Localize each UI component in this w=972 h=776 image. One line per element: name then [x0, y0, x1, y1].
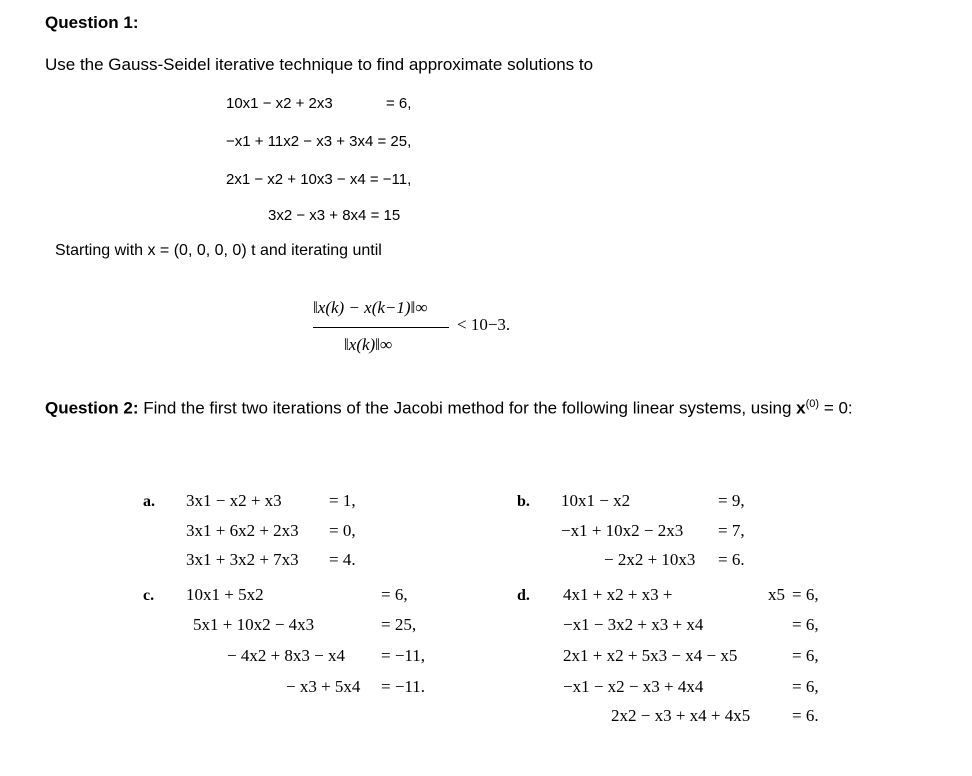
- system-a-row-1-lhs: 3x1 − x2 + x3: [186, 491, 282, 510]
- question-2-text: Find the first two iterations of the Jacobi method for the following linear systems, using: [138, 398, 797, 418]
- question-2-label: Question 2:: [45, 398, 139, 418]
- system-b-row-2-rhs: = 7,: [718, 521, 745, 540]
- q1-equation-2: −x1 + 11x2 − x3 + 3x4 = 25,: [226, 133, 412, 150]
- system-d-row-2-rhs: = 6,: [792, 615, 819, 634]
- system-d-row-1-rhs: = 6,: [792, 585, 819, 604]
- system-d-row-1-x5: x5: [768, 585, 785, 604]
- system-d-label: d.: [517, 587, 530, 604]
- system-c-row-2-lhs: 5x1 + 10x2 − 4x3: [193, 615, 315, 634]
- system-a-row-3-lhs: 3x1 + 3x2 + 7x3: [186, 550, 299, 569]
- system-d-row-5-lhs: 2x2 − x3 + x4 + 4x5: [611, 706, 751, 725]
- system-b-row-2-lhs: −x1 + 10x2 − 2x3: [561, 521, 684, 540]
- system-a-row-3-rhs: = 4.: [329, 550, 356, 569]
- system-c-row-4-lhs: − x3 + 5x4: [286, 677, 361, 696]
- system-c-row-3-rhs: = −11,: [381, 646, 426, 665]
- q1-equation-4: 3x2 − x3 + 8x4 = 15: [268, 207, 401, 224]
- criterion-rhs: < 10−3.: [457, 315, 511, 334]
- system-c-row-4-rhs: = −11.: [381, 677, 426, 696]
- system-c-row-1-rhs: = 6,: [381, 585, 408, 604]
- system-a-row-2-lhs: 3x1 + 6x2 + 2x3: [186, 521, 299, 540]
- system-b-row-1-lhs: 10x1 − x2: [561, 491, 631, 510]
- question-2-end: = 0:: [819, 398, 853, 418]
- q1-equation-1-lhs: 10x1 − x2 + 2x3: [226, 95, 333, 112]
- system-d-row-2-lhs: −x1 − 3x2 + x3 + x4: [563, 615, 704, 634]
- starting-condition: Starting with x = (0, 0, 0, 0) t and iterating until: [55, 242, 382, 259]
- system-a-row-1-rhs: = 1,: [329, 491, 356, 510]
- system-a-row-2-rhs: = 0,: [329, 521, 356, 540]
- criterion-denominator: ‖x(k)‖∞: [344, 335, 393, 354]
- system-c-label: c.: [143, 587, 155, 604]
- q1-equation-1-rhs: = 6,: [386, 95, 412, 112]
- fraction-bar: [313, 327, 449, 328]
- system-d-row-5-rhs: = 6.: [792, 706, 819, 725]
- system-d-row-3-lhs: 2x1 + x2 + 5x3 − x4 − x5: [563, 646, 738, 665]
- system-d-row-4-lhs: −x1 − x2 − x3 + 4x4: [563, 677, 704, 696]
- system-c-row-2-rhs: = 25,: [381, 615, 417, 634]
- question-2-superscript: (0): [805, 398, 820, 410]
- system-d-row-3-rhs: = 6,: [792, 646, 819, 665]
- q1-equation-3: 2x1 − x2 + 10x3 − x4 = −11,: [226, 171, 412, 188]
- system-b-row-3-rhs: = 6.: [718, 550, 745, 569]
- question-2-title: [45, 398, 853, 419]
- system-a-label: a.: [143, 493, 155, 510]
- system-c-row-1-lhs: 10x1 + 5x2: [186, 585, 264, 604]
- system-b-label: b.: [517, 493, 530, 510]
- system-d-row-4-rhs: = 6,: [792, 677, 819, 696]
- question-1-title: Question 1:: [45, 13, 139, 32]
- system-d-row-1-lhs: 4x1 + x2 + x3 +: [563, 585, 673, 604]
- system-b-row-1-rhs: = 9,: [718, 491, 745, 510]
- criterion-numerator: ‖x(k) − x(k−1)‖∞: [313, 298, 428, 317]
- system-b-row-3-lhs: − 2x2 + 10x3: [604, 550, 696, 569]
- question-1-intro: Use the Gauss-Seidel iterative technique to find approximate solutions to: [45, 55, 594, 74]
- question-2-vector: x: [796, 398, 806, 418]
- system-c-row-3-lhs: − 4x2 + 8x3 − x4: [227, 646, 346, 665]
